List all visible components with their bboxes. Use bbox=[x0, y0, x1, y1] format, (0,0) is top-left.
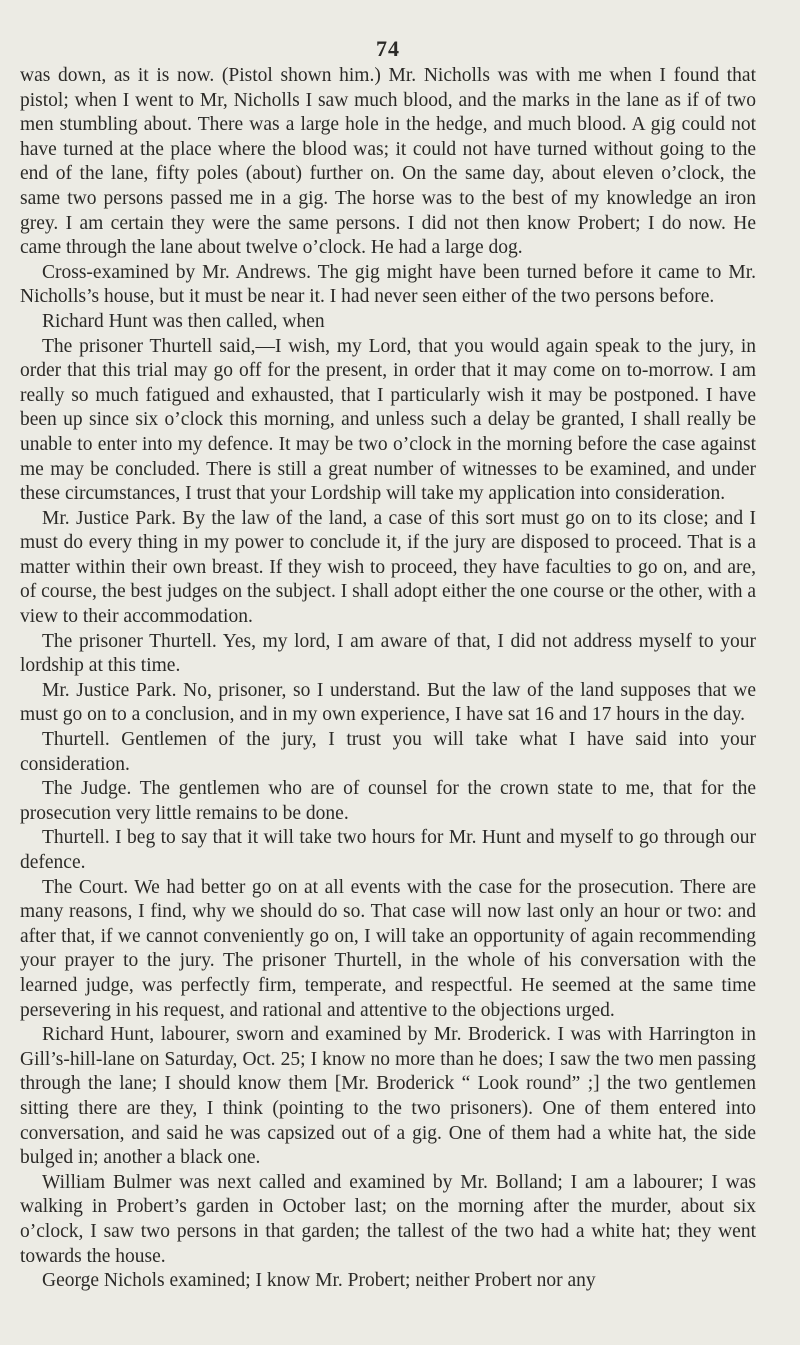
paragraph-thurtell-defence: Thurtell. I beg to say that it will take two hours for Mr. Hunt and myself to go through our defence. bbox=[20, 827, 756, 873]
paragraph-william-bulmer: William Bulmer was next called and examined by Mr. Bolland; I am a labourer; I was walking in Probert’s garden in October last; on the morning after the murder, about six o’clock, I saw two persons in that garden; the tallest of the two had a white hat; they went towards the house. bbox=[20, 1171, 756, 1267]
paragraph-hunt-called: Richard Hunt was then called, when bbox=[42, 310, 325, 332]
paragraph-thurtell-jury: Thurtell. Gentlemen of the jury, I trust you will take what I have said into your consideration. bbox=[20, 729, 756, 775]
paragraph-richard-hunt: Richard Hunt, labourer, sworn and examined by Mr. Broderick. I was with Harrington in Gill’s-hill-lane on Saturday, Oct. 25; I know no more than he does; I saw the two men passing through the lane; I should know them [Mr. Broderick “ Look round” ;] the two gentlemen sitting there are they, I think (pointing to the two prisoners). One of them entered into conversation, and said he was capsized out of a gig. One of them had a white hat, the side bulged in; another a black one. bbox=[20, 1024, 756, 1169]
paragraph-hansell-testimony: was down, as it is now. (Pistol shown him.) Mr. Nicholls was with me when I found that pistol; when I went to Mr, Nicholls I saw much blood, and the marks in the lane as if of two men stumbling about. There was a large hole in the hedge, and much blood. A gig could not have turned at the place where the blood was; it could not have turned without going to the end of the lane, fifty poles (about) further on. On the same day, about eleven o’clock, the same two persons passed me in a gig. The horse was to the best of my knowledge an iron grey. I am certain they were the same persons. I did not then know Probert; I do now. He came through the lane about twelve o’clock. He had a large dog. bbox=[20, 65, 756, 259]
paragraph-court: The Court. We had better go on at all events with the case for the prosecution. There are many reasons, I find, why we should do so. That case will now last only an hour or two: and after that, if we cannot conveniently go on, I will take an opportunity of again recommending your prayer to the jury. The prisoner Thurtell, in the whole of his conversation with the learned judge, was perfectly firm, temperate, and respectful. He seemed at the same time persevering in his request, and rational and attentive to the objections urged. bbox=[20, 876, 756, 1021]
paragraph-justice-park-no: Mr. Justice Park. No, prisoner, so I understand. But the law of the land supposes that we must go on to a conclusion, and in my own experience, I have sat 16 and 17 hours in the day. bbox=[20, 679, 756, 726]
paragraph-george-nichols: George Nichols examined; I know Mr. Probert; neither Probert nor any bbox=[42, 1270, 596, 1292]
paragraph-justice-park-reply: Mr. Justice Park. By the law of the land, a case of this sort must go on to its close; and I must do every thing in my power to conclude it, if the jury are disposed to proceed. That is a matter within their own breast. If they wish to proceed, they have faculties to go on, and are, of course, the best judges on the subject. I shall adopt either the one course or the other, with a view to their accommodation. bbox=[20, 507, 756, 628]
page-number: 74 bbox=[376, 36, 400, 61]
paragraph-thurtell-yes: The prisoner Thurtell. Yes, my lord, I am aware of that, I did not address myself to your lordship at this time. bbox=[20, 630, 756, 677]
body-text bbox=[20, 64, 756, 1294]
paragraph-judge: The Judge. The gentlemen who are of counsel for the crown state to me, that for the prosecution very little remains to be done. bbox=[20, 778, 756, 824]
paragraph-cross-examination: Cross-examined by Mr. Andrews. The gig might have been turned before it came to Mr. Nicholls’s house, but it must be near it. I had never seen either of the two persons before. bbox=[20, 261, 756, 308]
paragraph-thurtell-request: The prisoner Thurtell said,—I wish, my Lord, that you would again speak to the jury, in order that this trial may go off for the present, in order that it may come on to-morrow. I am really so much fatigued and exhausted, that I particularly wish it may be postponed. I have been up since six o’clock this morning, and unless such a delay be granted, I shall really be unable to enter into my defence. It may be two o’clock in the morning before the case against me may be concluded. There is still a great number of witnesses to be examined, and under these circumstances, I trust that your Lordship will take my application into consideration. bbox=[20, 335, 756, 505]
